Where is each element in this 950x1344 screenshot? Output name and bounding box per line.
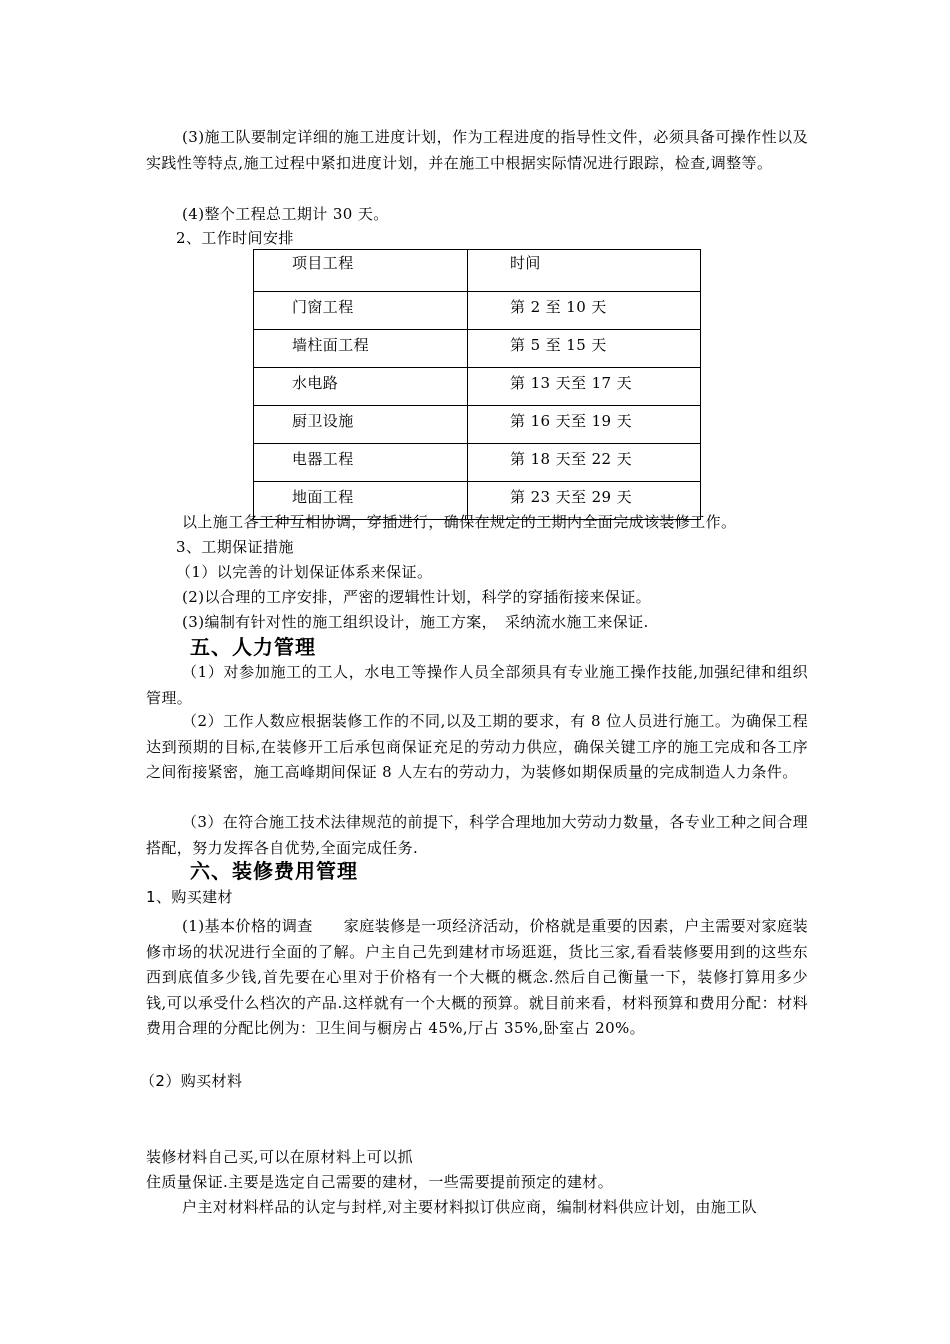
table-cell-project: 厨卫设施 (254, 406, 468, 444)
schedule-table (253, 249, 701, 520)
table-cell-time: 第 5 至 15 天 (468, 330, 701, 368)
section6-heading: 六、装修费用管理 (190, 859, 358, 883)
subheading-purchase: （2）购买材料 (140, 1072, 243, 1090)
subheading-guarantee: 3、工期保证措施 (176, 538, 294, 556)
table-row (254, 444, 701, 482)
table-cell-time: 第 16 天至 19 天 (468, 406, 701, 444)
table-cell-project: 水电路 (254, 368, 468, 406)
table-header-project: 项目工程 (254, 250, 468, 292)
table-cell-time: 第 23 天至 29 天 (468, 482, 701, 520)
section5-para-2: （2）工作人数应根据装修工作的不同,以及工期的要求，有 8 位人员进行施工。为确保工程达到预期的目标,在装修开工后承包商保证充足的劳动力供应，确保关键工序的施工完成和各工序之间衔接紧密，施工高峰期间保证 8 人左右的劳动力，为装修如期保质量的完成制造人力条件。 (146, 712, 808, 782)
table-row (254, 368, 701, 406)
section5-heading: 五、人力管理 (190, 635, 316, 659)
purchase-para-line-2: 住质量保证.主要是选定自己需要的建材，一些需要提前预定的建材。 (146, 1173, 614, 1191)
section5-para-1: （1）对参加施工的工人，水电工等操作人员全部须具有专业施工操作技能,加强纪律和组织管理。 (146, 663, 808, 707)
table-cell-project: 墙柱面工程 (254, 330, 468, 368)
schedule-para-3: (3)施工队要制定详细的施工进度计划，作为工程进度的指导性文件，必须具备可操作性以及实践性等特点,施工过程中紧扣进度计划，并在施工中根据实际情况进行跟踪，检查,调整等。 (146, 128, 808, 172)
table-cell-project: 门窗工程 (254, 292, 468, 330)
table-row (254, 330, 701, 368)
table-cell-project: 地面工程 (254, 482, 468, 520)
guarantee-measure-2: (2)以合理的工序安排，严密的逻辑性计划，科学的穿插衔接来保证。 (182, 588, 652, 606)
guarantee-measure-3: (3)编制有针对性的施工组织设计，施工方案， 采纳流水施工来保证. (182, 613, 649, 631)
schedule-para-4: (4)整个工程总工期计 30 天。 (182, 205, 389, 223)
after-table-text: 以上施工各工种互相协调，穿插进行，确保在规定的工期内全面完成该装修工作。 (182, 513, 737, 531)
table-row (254, 406, 701, 444)
table-header-time: 时间 (468, 250, 701, 292)
table-cell-time: 第 18 天至 22 天 (468, 444, 701, 482)
table-cell-time: 第 13 天至 17 天 (468, 368, 701, 406)
section5-para-3: （3）在符合施工技术法律规范的前提下，科学合理地加大劳动力数量，各专业工种之间合理搭配，努力发挥各自优势,全面完成任务. (146, 813, 808, 857)
purchase-para-line-1: 装修材料自己买,可以在原材料上可以抓 (146, 1148, 413, 1166)
guarantee-measure-1: （1）以完善的计划保证体系来保证。 (176, 563, 433, 581)
price-survey-paragraph: (1)基本价格的调查 家庭装修是一项经济活动，价格就是重要的因素，户主需要对家庭装修市场的状况进行全面的了解。户主自己先到建材市场逛逛，货比三家,看看装修要用到的这些东西到底值多少钱,首先要在心里对于价格有一个大概的概念.然后自己衡量一下，装修打算用多少钱,可以承受什么档次的产品.这样就有一个大概的预算。就目前来看，材料预算和费用分配：材料费用合理的分配比例为：卫生间与橱房占 45%,厅占 35%,卧室占 20%。 (146, 917, 808, 1038)
subheading-work-time: 2、工作时间安排 (176, 229, 294, 247)
table-cell-time: 第 2 至 10 天 (468, 292, 701, 330)
subheading-buy-materials: 1、购买建材 (146, 888, 233, 906)
table-cell-project: 电器工程 (254, 444, 468, 482)
sample-approval-paragraph: 户主对材料样品的认定与封样,对主要材料拟订供应商，编制材料供应计划，由施工队 (182, 1198, 757, 1216)
table-header-row (254, 250, 701, 292)
table-row (254, 292, 701, 330)
